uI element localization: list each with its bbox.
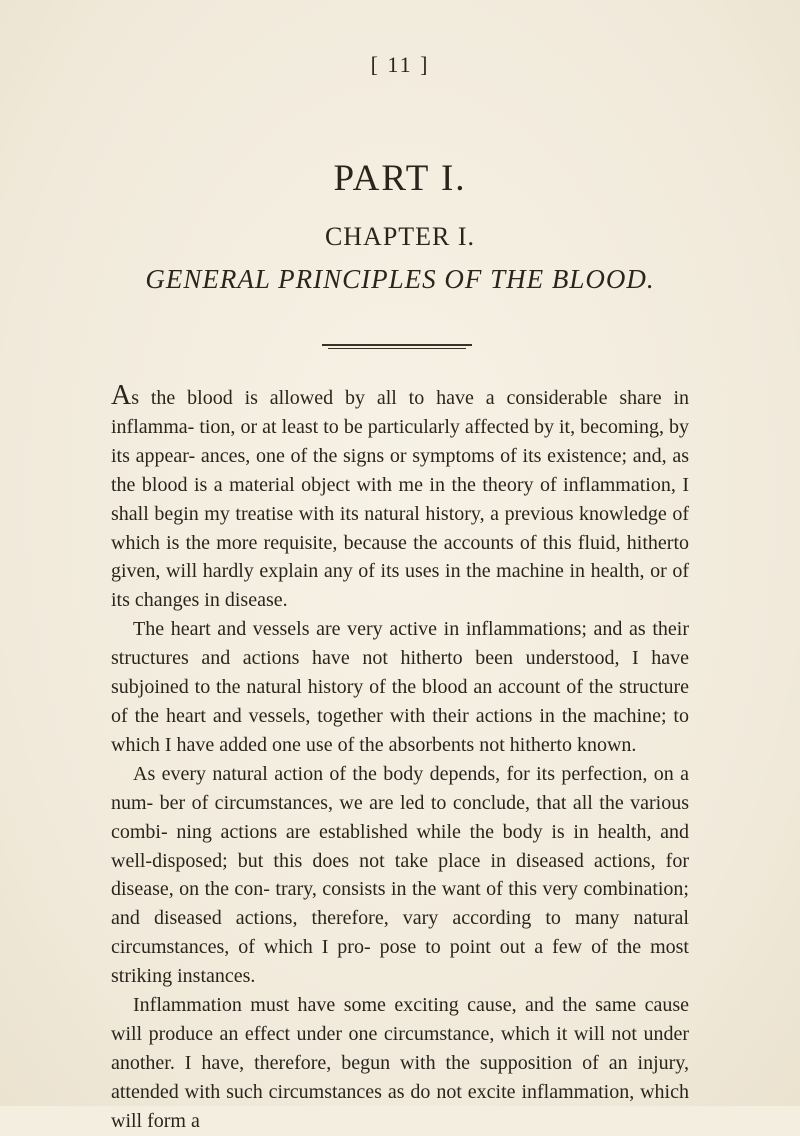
divider-thick-line [322,344,472,346]
paragraph-text: s the blood is allowed by all to have a considerable share in inflamma- tion, or at least to be particularly affected by it, becoming, by its appear- ances, one of the signs or symptoms of its existence; and, as the blood is a material object with me in the theory of inflammation, I shall begin my treatise with its natural history, a previous knowledge of which is the more requisite, because the accounts of this fluid, hitherto given, will hardly explain any of its uses in the machine in health, or of its changes in disease. [111,387,689,612]
section-title: GENERAL PRINCIPLES OF THE BLOOD. [145,264,655,294]
part-title: PART I. [333,158,467,199]
paragraph [111,382,689,615]
page-number: [ 11 ] [370,52,430,77]
paragraph: The heart and vessels are very active in inflammations; and as their structures and actions have not hitherto been understood, I have subjoined to the natural history of the blood an account of the structure of the heart and vessels, together with their actions in the machine; to which I have added one use of the absorbents not hitherto known. [111,618,689,756]
chapter-title: CHAPTER I. [324,222,476,251]
divider-thin-line [328,348,466,349]
paragraph: As every natural action of the body depends, for its perfection, on a num- ber of circumstances, we are led to conclude, that all the various combi- ning actions are established while the body is in health, and well-disposed; but this does not take place in diseased actions, for disease, on the con- trary, consists in the want of this very combination; and diseased actions, therefore, vary according to many natural circumstances, of which I pro- pose to point out a few of the most striking instances. [111,762,689,988]
body-text [111,382,689,1136]
ornamental-divider [322,344,472,350]
drop-cap-letter: A [111,380,132,411]
paragraph: Inflammation must have some exciting cause, and the same cause will produce an effect under one circumstance, which it will not under another. I have, therefore, begun with the supposition of an injury, attended with such circumstances as do not excite inflammation, which will form a [111,994,689,1132]
